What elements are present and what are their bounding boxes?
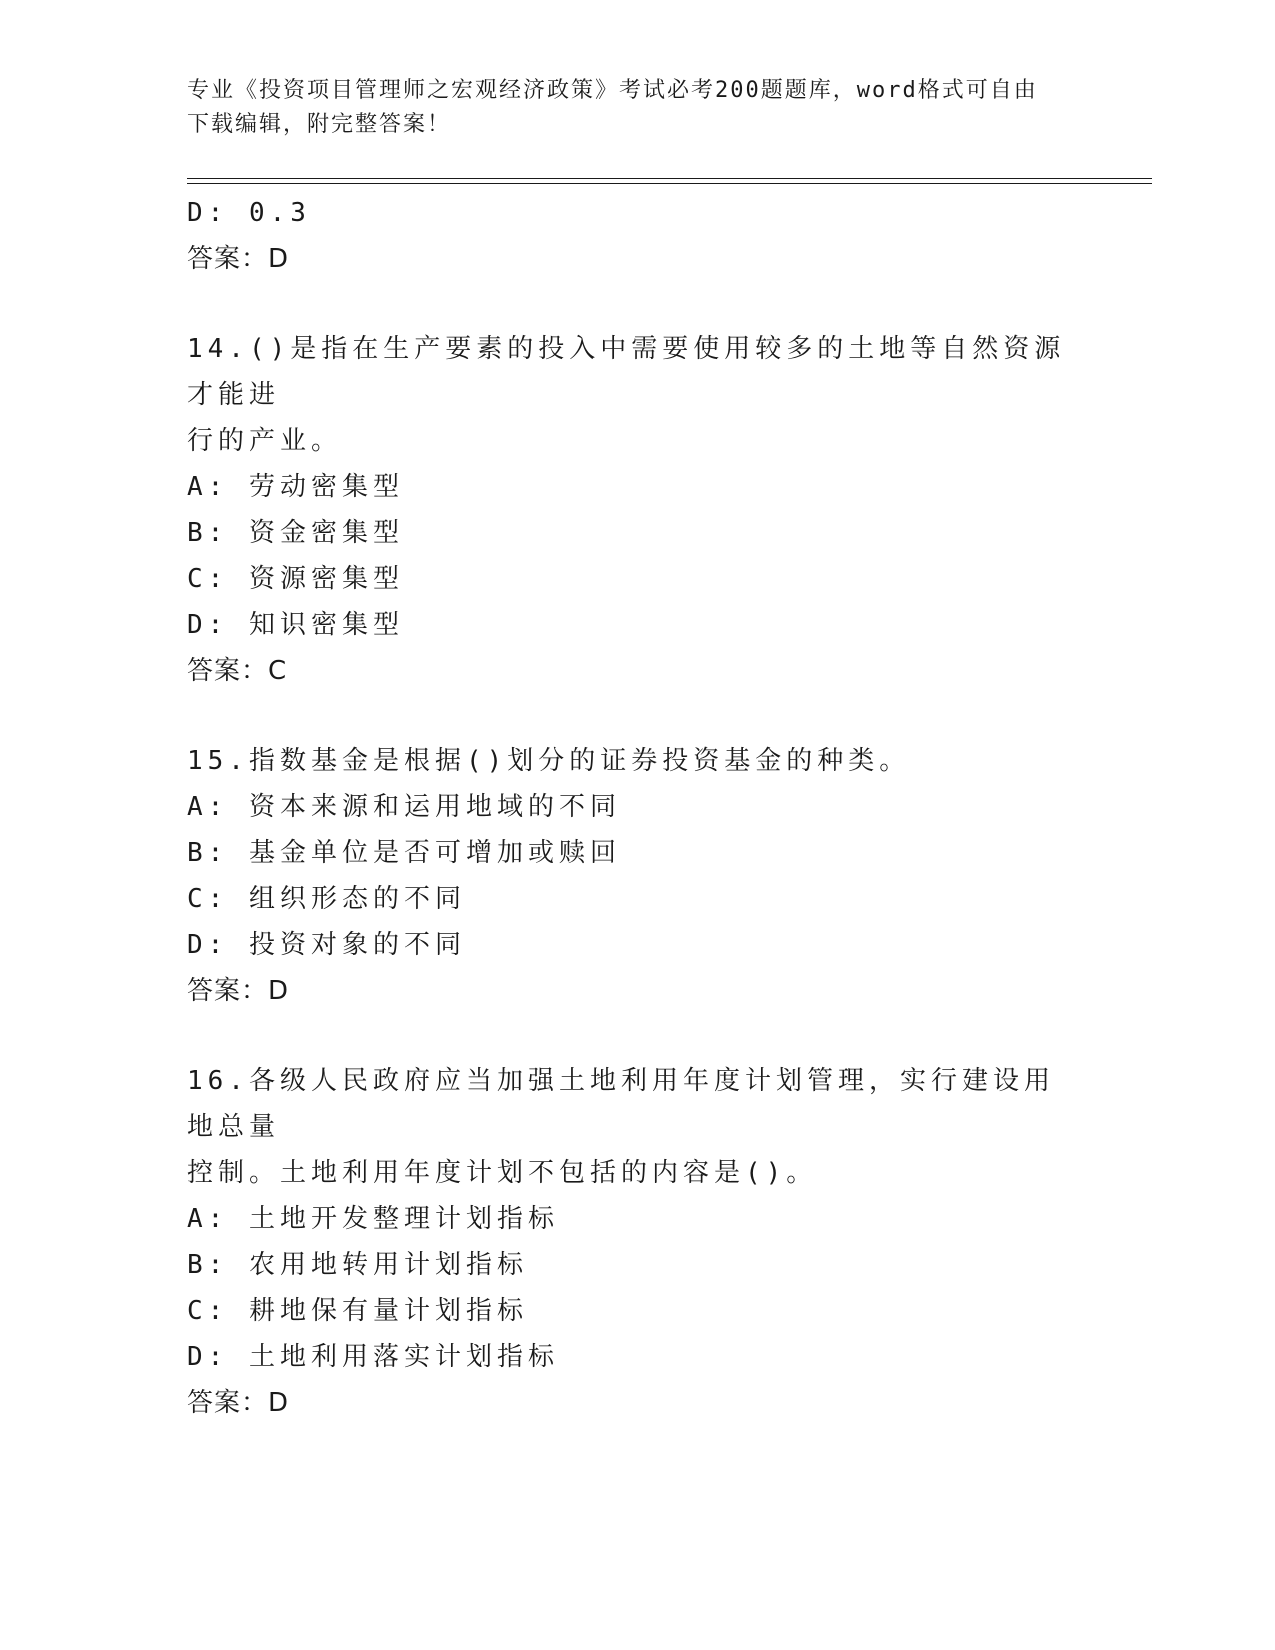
question-text: [187, 326, 1067, 464]
question-16: [187, 1058, 1087, 1426]
option-d: D: 土地利用落实计划指标: [187, 1342, 559, 1372]
question-text-line-2: 控制。土地利用年度计划不包括的内容是()。: [187, 1158, 818, 1188]
option-a: A: 土地开发整理计划指标: [187, 1204, 559, 1234]
option-b: B: 基金单位是否可增加或赎回: [187, 838, 621, 868]
answer: 答案：C: [187, 656, 288, 686]
option-c: C: 耕地保有量计划指标: [187, 1296, 528, 1326]
option-c: C: 组织形态的不同: [187, 884, 466, 914]
header-line-1: 专业《投资项目管理师之宏观经济政策》考试必考200题题库，word格式可自由: [187, 78, 1038, 103]
header-divider-top: [187, 178, 1152, 179]
option-a: A: 资本来源和运用地域的不同: [187, 792, 621, 822]
option-b: B: 农用地转用计划指标: [187, 1250, 528, 1280]
option-b: B: 资金密集型: [187, 518, 404, 548]
header-line-2: 下载编辑，附完整答案！: [187, 112, 452, 137]
option-c: C: 资源密集型: [187, 564, 404, 594]
document-header: [187, 74, 1067, 142]
question-15: [187, 738, 1087, 1014]
question-text-line-1: 15.指数基金是根据()划分的证券投资基金的种类。: [187, 746, 911, 776]
question-text: [187, 1058, 1067, 1196]
option-a: A: 劳动密集型: [187, 472, 404, 502]
previous-question-tail: [187, 190, 1087, 282]
option-d: D: 知识密集型: [187, 610, 404, 640]
question-14: [187, 326, 1087, 694]
answer: 答案：D: [187, 1388, 290, 1418]
option-d: D: 投资对象的不同: [187, 930, 466, 960]
document-body: [187, 190, 1087, 1426]
question-text: [187, 738, 1067, 784]
question-text-line-1: 14.()是指在生产要素的投入中需要使用较多的土地等自然资源才能进: [187, 334, 1066, 410]
question-text-line-1: 16.各级人民政府应当加强土地利用年度计划管理，实行建设用地总量: [187, 1066, 1055, 1142]
answer: 答案：D: [187, 244, 290, 274]
answer: 答案：D: [187, 976, 290, 1006]
option-d: D: 0.3: [187, 198, 311, 228]
question-text-line-2: 行的产业。: [187, 426, 343, 456]
header-divider-bottom: [187, 183, 1152, 184]
